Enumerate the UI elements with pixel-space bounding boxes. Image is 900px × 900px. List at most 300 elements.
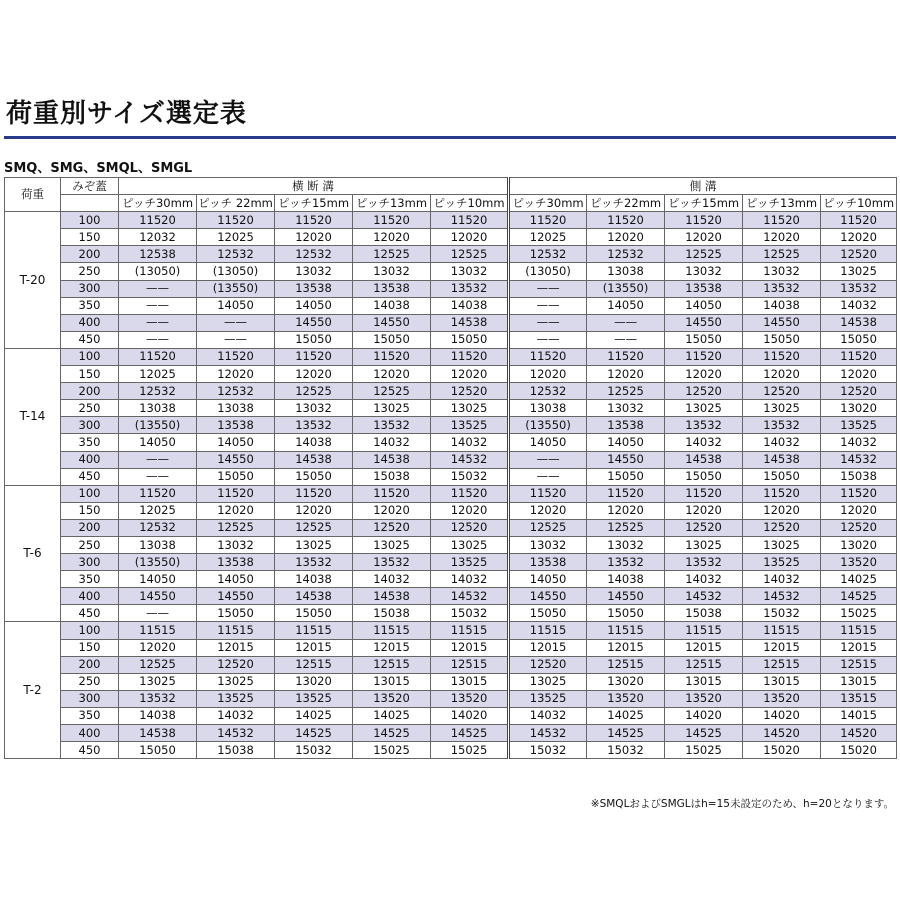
soku-value-cell: —— [509,331,587,348]
yoko-value-cell: 12525 [197,519,275,536]
lid-size-cell: 400 [61,314,119,331]
lid-size-cell: 100 [61,622,119,639]
yoko-value-cell: 11515 [197,622,275,639]
yoko-value-cell: —— [119,468,197,485]
lid-size-cell: 450 [61,331,119,348]
lid-size-cell: 200 [61,246,119,263]
yoko-value-cell: 12532 [197,246,275,263]
soku-value-cell: 14532 [743,588,821,605]
soku-value-cell: (13050) [509,263,587,280]
soku-value-cell: 14538 [743,451,821,468]
table-row [5,536,897,553]
table-row [5,348,897,365]
yoko-value-cell: 14020 [431,707,509,724]
yoko-value-cell: 11520 [353,485,431,502]
soku-value-cell: 13532 [665,554,743,571]
yoko-value-cell: 14550 [275,314,353,331]
yoko-value-cell: 14038 [119,707,197,724]
yoko-value-cell: 14550 [197,451,275,468]
table-row [5,725,897,742]
yoko-value-cell: 11520 [353,212,431,229]
soku-value-cell: 11520 [743,485,821,502]
lid-size-cell: 350 [61,297,119,314]
yoko-value-cell: —— [119,605,197,622]
soku-value-cell: 14525 [587,725,665,742]
soku-value-cell: 14550 [509,588,587,605]
soku-value-cell: 14520 [743,725,821,742]
soku-value-cell: 13032 [665,263,743,280]
table-row [5,639,897,656]
yoko-value-cell: 15032 [431,605,509,622]
yoko-value-cell: 12025 [197,229,275,246]
yoko-value-cell: 12015 [431,639,509,656]
yoko-value-cell: 14038 [431,297,509,314]
soku-value-cell: 12020 [509,366,587,383]
header-group-yoko: 横 断 溝 [119,178,509,195]
size-selection-table [4,177,897,759]
soku-value-cell: 12520 [743,383,821,400]
yoko-value-cell: 14525 [353,725,431,742]
soku-value-cell: 12020 [587,502,665,519]
lid-size-cell: 300 [61,690,119,707]
yoko-value-cell: 14025 [353,707,431,724]
table-row [5,707,897,724]
soku-value-cell: 13025 [509,673,587,690]
yoko-value-cell: 13025 [353,400,431,417]
table-row [5,400,897,417]
lid-size-cell: 400 [61,451,119,468]
yoko-value-cell: 13025 [431,400,509,417]
soku-value-cell: —— [587,314,665,331]
header-lid: みぞ蓋 [61,178,119,195]
yoko-value-cell: 11520 [119,485,197,502]
yoko-value-cell: 14538 [275,451,353,468]
soku-value-cell: 12020 [743,366,821,383]
header-lid-blank [61,195,119,212]
yoko-value-cell: 14038 [275,571,353,588]
soku-value-cell: 15032 [509,742,587,759]
soku-value-cell: 12515 [821,656,897,673]
soku-value-cell: 13025 [743,536,821,553]
yoko-value-cell: 14550 [353,314,431,331]
soku-value-cell: —— [509,468,587,485]
yoko-value-cell: 14050 [119,571,197,588]
yoko-value-cell: 13538 [353,280,431,297]
yoko-value-cell: 12020 [431,229,509,246]
yoko-value-cell: 11520 [119,212,197,229]
yoko-value-cell: 12020 [431,502,509,519]
yoko-value-cell: 13015 [353,673,431,690]
lid-size-cell: 350 [61,434,119,451]
yoko-value-cell: —— [119,451,197,468]
yoko-value-cell: 15038 [353,605,431,622]
yoko-value-cell: 13525 [197,690,275,707]
table-row [5,434,897,451]
soku-value-cell: 11520 [665,212,743,229]
soku-value-cell: 14550 [587,588,665,605]
yoko-value-cell: 13038 [119,400,197,417]
yoko-value-cell: —— [197,331,275,348]
table-row [5,366,897,383]
lid-size-cell: 150 [61,366,119,383]
soku-value-cell: 12525 [743,246,821,263]
soku-value-cell: 13515 [821,690,897,707]
header-load: 荷重 [5,178,61,212]
yoko-value-cell: 13020 [275,673,353,690]
yoko-value-cell: 15050 [119,742,197,759]
yoko-value-cell: 14050 [275,297,353,314]
yoko-value-cell: 13520 [353,690,431,707]
yoko-value-cell: 15050 [197,468,275,485]
soku-value-cell: 13025 [665,400,743,417]
header-pitch-soku: ピッチ10mm [821,195,897,212]
yoko-value-cell: 15050 [275,331,353,348]
lid-size-cell: 350 [61,707,119,724]
yoko-value-cell: 11515 [275,622,353,639]
table-row [5,742,897,759]
soku-value-cell: 14032 [509,707,587,724]
yoko-value-cell: 14050 [197,297,275,314]
soku-value-cell: 12532 [587,246,665,263]
product-subtitle: SMQ、SMG、SMQL、SMGL [4,161,193,176]
soku-value-cell: 11520 [743,348,821,365]
yoko-value-cell: 13538 [197,554,275,571]
yoko-value-cell: 14538 [353,588,431,605]
yoko-value-cell: 14050 [119,434,197,451]
soku-value-cell: 14025 [821,571,897,588]
yoko-value-cell: 12515 [275,656,353,673]
soku-value-cell: 12015 [665,639,743,656]
soku-value-cell: 15038 [665,605,743,622]
yoko-value-cell: 12020 [197,502,275,519]
soku-value-cell: 12520 [665,383,743,400]
soku-value-cell: 13015 [821,673,897,690]
yoko-value-cell: 14050 [197,571,275,588]
yoko-value-cell: 13025 [119,673,197,690]
soku-value-cell: 13520 [821,554,897,571]
yoko-value-cell: 12538 [119,246,197,263]
table-row [5,656,897,673]
soku-value-cell: 13015 [665,673,743,690]
soku-value-cell: 13532 [743,417,821,434]
yoko-value-cell: —— [119,280,197,297]
soku-value-cell: 14532 [821,451,897,468]
soku-value-cell: 11520 [665,485,743,502]
soku-value-cell: 13038 [587,263,665,280]
yoko-value-cell: 13025 [353,536,431,553]
yoko-value-cell: 12015 [275,639,353,656]
soku-value-cell: 12520 [665,519,743,536]
lid-size-cell: 250 [61,536,119,553]
table-row [5,451,897,468]
yoko-value-cell: 11515 [353,622,431,639]
yoko-value-cell: 12020 [197,366,275,383]
yoko-value-cell: 15025 [353,742,431,759]
yoko-value-cell: 12515 [353,656,431,673]
yoko-value-cell: 15032 [431,468,509,485]
yoko-value-cell: 12020 [353,366,431,383]
yoko-value-cell: 11520 [275,348,353,365]
soku-value-cell: —— [509,297,587,314]
soku-value-cell: 13525 [821,417,897,434]
soku-value-cell: 14520 [821,725,897,742]
soku-value-cell: 13532 [665,417,743,434]
table-row [5,622,897,639]
soku-value-cell: 12520 [821,246,897,263]
lid-size-cell: 300 [61,554,119,571]
yoko-value-cell: 12020 [275,502,353,519]
yoko-value-cell: 13038 [197,400,275,417]
soku-value-cell: 13538 [509,554,587,571]
soku-value-cell: 12520 [509,656,587,673]
yoko-value-cell: 12520 [197,656,275,673]
yoko-value-cell: 12020 [431,366,509,383]
soku-value-cell: 11520 [665,348,743,365]
soku-value-cell: 14532 [665,588,743,605]
yoko-value-cell: 15032 [275,742,353,759]
soku-value-cell: 11520 [509,212,587,229]
header-pitch-yoko: ピッチ10mm [431,195,509,212]
soku-value-cell: 12515 [665,656,743,673]
yoko-value-cell: 12525 [431,246,509,263]
table-row [5,485,897,502]
yoko-value-cell: 13532 [431,280,509,297]
soku-value-cell: 12020 [587,366,665,383]
soku-value-cell: 11520 [821,348,897,365]
soku-value-cell: 11515 [509,622,587,639]
yoko-value-cell: 13025 [431,536,509,553]
soku-value-cell: 15050 [665,468,743,485]
soku-value-cell: 14020 [743,707,821,724]
soku-value-cell: 15050 [665,331,743,348]
yoko-value-cell: 12520 [431,519,509,536]
yoko-value-cell: 11520 [275,212,353,229]
soku-value-cell: 12020 [665,502,743,519]
soku-value-cell: 14550 [743,314,821,331]
yoko-value-cell: 12525 [353,383,431,400]
soku-value-cell: 15032 [587,742,665,759]
yoko-value-cell: 13532 [275,554,353,571]
footnote: ※SMQLおよびSMGLはh=15未設定のため、h=20となります。 [590,798,894,810]
header-pitch-soku: ピッチ13mm [743,195,821,212]
soku-value-cell: 15020 [821,742,897,759]
yoko-value-cell: 13032 [275,263,353,280]
table-row [5,280,897,297]
soku-value-cell: 13025 [665,536,743,553]
yoko-value-cell: 15038 [353,468,431,485]
yoko-value-cell: 13532 [353,417,431,434]
soku-value-cell: 14038 [587,571,665,588]
yoko-value-cell: 13525 [431,417,509,434]
yoko-value-cell: 14050 [197,434,275,451]
soku-value-cell: 13520 [587,690,665,707]
soku-value-cell: 13520 [743,690,821,707]
soku-value-cell: 11520 [587,348,665,365]
lid-size-cell: 150 [61,502,119,519]
yoko-value-cell: 11520 [197,212,275,229]
table-row [5,588,897,605]
lid-size-cell: 100 [61,348,119,365]
soku-value-cell: 13025 [821,263,897,280]
lid-size-cell: 300 [61,417,119,434]
soku-value-cell: 13532 [587,554,665,571]
yoko-value-cell: —— [119,297,197,314]
soku-value-cell: 12020 [665,229,743,246]
header-pitch-yoko: ピッチ30mm [119,195,197,212]
yoko-value-cell: 15025 [431,742,509,759]
yoko-value-cell: 15050 [197,605,275,622]
yoko-value-cell: —— [119,314,197,331]
soku-value-cell: 12025 [509,229,587,246]
load-class-cell: T-2 [5,622,61,759]
soku-value-cell: 14015 [821,707,897,724]
soku-value-cell: 11515 [821,622,897,639]
soku-value-cell: 15025 [821,605,897,622]
table-row [5,246,897,263]
soku-value-cell: 13538 [587,417,665,434]
lid-size-cell: 100 [61,212,119,229]
yoko-value-cell: 12020 [275,229,353,246]
yoko-value-cell: 13038 [119,536,197,553]
lid-size-cell: 450 [61,742,119,759]
header-pitch-yoko: ピッチ15mm [275,195,353,212]
yoko-value-cell: 12525 [119,656,197,673]
yoko-value-cell: 14532 [431,588,509,605]
header-pitch-yoko: ピッチ 22mm [197,195,275,212]
yoko-value-cell: 12020 [119,639,197,656]
yoko-value-cell: (13550) [197,280,275,297]
soku-value-cell: 15050 [821,331,897,348]
soku-value-cell: 13032 [509,536,587,553]
yoko-value-cell: —— [119,331,197,348]
load-class-cell: T-14 [5,348,61,485]
soku-value-cell: 15050 [743,331,821,348]
lid-size-cell: 250 [61,400,119,417]
soku-value-cell: 12525 [665,246,743,263]
yoko-value-cell: 12020 [275,366,353,383]
yoko-value-cell: 14025 [275,707,353,724]
soku-value-cell: 12532 [509,246,587,263]
soku-value-cell: 13538 [665,280,743,297]
soku-value-cell: 11520 [509,485,587,502]
soku-value-cell: 14032 [665,434,743,451]
yoko-value-cell: 12532 [119,383,197,400]
soku-value-cell: 13032 [587,536,665,553]
yoko-value-cell: 13032 [197,536,275,553]
table-row [5,314,897,331]
yoko-value-cell: 13538 [275,280,353,297]
soku-value-cell: 12020 [821,229,897,246]
soku-value-cell: 14020 [665,707,743,724]
soku-value-cell: 14032 [743,571,821,588]
lid-size-cell: 450 [61,468,119,485]
soku-value-cell: —— [509,314,587,331]
soku-value-cell: 11515 [743,622,821,639]
soku-value-cell: 13032 [743,263,821,280]
table-row [5,468,897,485]
soku-value-cell: 12525 [587,519,665,536]
yoko-value-cell: 13538 [197,417,275,434]
soku-value-cell: 15038 [821,468,897,485]
soku-value-cell: 13020 [821,536,897,553]
header-pitch-soku: ピッチ30mm [509,195,587,212]
yoko-value-cell: 14538 [119,725,197,742]
soku-value-cell: 15050 [743,468,821,485]
yoko-value-cell: 14538 [275,588,353,605]
soku-value-cell: 14532 [509,725,587,742]
soku-value-cell: 12515 [743,656,821,673]
soku-value-cell: 14038 [743,297,821,314]
soku-value-cell: 12515 [587,656,665,673]
soku-value-cell: 14050 [665,297,743,314]
yoko-value-cell: 15050 [275,605,353,622]
yoko-value-cell: 12532 [197,383,275,400]
soku-value-cell: 13020 [587,673,665,690]
yoko-value-cell: 13025 [197,673,275,690]
table-row [5,554,897,571]
soku-value-cell: 15025 [665,742,743,759]
soku-value-cell: 12520 [821,383,897,400]
load-class-cell: T-20 [5,212,61,349]
yoko-value-cell: (13050) [197,263,275,280]
yoko-value-cell: 14525 [275,725,353,742]
yoko-value-cell: 13032 [275,400,353,417]
table-row [5,229,897,246]
yoko-value-cell: 14038 [353,297,431,314]
soku-value-cell: 12020 [509,502,587,519]
yoko-value-cell: 13015 [431,673,509,690]
yoko-value-cell: 12032 [119,229,197,246]
header-pitch-soku: ピッチ22mm [587,195,665,212]
soku-value-cell: 14550 [665,314,743,331]
yoko-value-cell: 11520 [431,212,509,229]
soku-value-cell: 12020 [743,229,821,246]
yoko-value-cell: 11515 [119,622,197,639]
yoko-value-cell: 11520 [431,485,509,502]
yoko-value-cell: 13025 [275,536,353,553]
table-row [5,417,897,434]
lid-size-cell: 450 [61,605,119,622]
yoko-value-cell: —— [197,314,275,331]
soku-value-cell: 14550 [587,451,665,468]
soku-value-cell: 12520 [743,519,821,536]
yoko-value-cell: 13525 [275,690,353,707]
soku-value-cell: —— [509,280,587,297]
yoko-value-cell: 11520 [431,348,509,365]
yoko-value-cell: 12020 [353,502,431,519]
load-class-cell: T-6 [5,485,61,622]
lid-size-cell: 150 [61,229,119,246]
yoko-value-cell: 11520 [119,348,197,365]
yoko-value-cell: 14532 [197,725,275,742]
yoko-value-cell: 12525 [275,519,353,536]
soku-value-cell: 12020 [665,366,743,383]
soku-value-cell: 15050 [587,605,665,622]
yoko-value-cell: 14538 [431,314,509,331]
yoko-value-cell: 13032 [431,263,509,280]
yoko-value-cell: 13532 [119,690,197,707]
soku-value-cell: 12020 [821,366,897,383]
soku-value-cell: 15050 [509,605,587,622]
header-group-soku: 側 溝 [509,178,897,195]
yoko-value-cell: 15038 [197,742,275,759]
yoko-value-cell: (13550) [119,417,197,434]
soku-value-cell: 11520 [821,485,897,502]
yoko-value-cell: 11520 [275,485,353,502]
soku-value-cell: 14050 [587,297,665,314]
soku-value-cell: 12525 [509,519,587,536]
lid-size-cell: 200 [61,656,119,673]
